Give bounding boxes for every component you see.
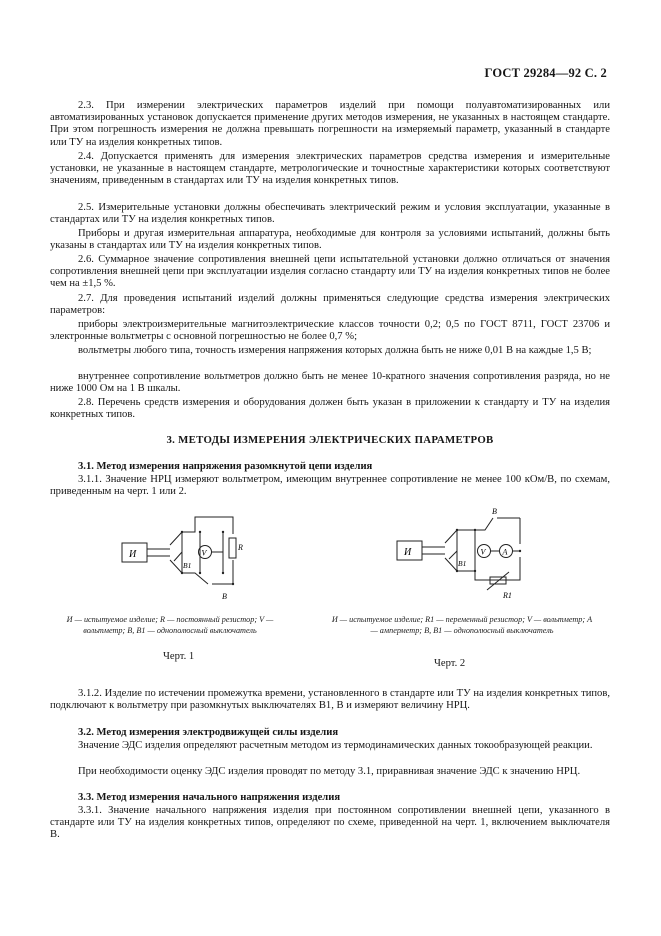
paragraph-3-1-1: 3.1.1. Значение НРЦ измеряют вольтметром, имеющим внутреннее сопротивление не менее 100 кОм/В, по схемам, приведенным на черт. 1 или 2.: [50, 474, 610, 498]
fig2-label-device: И: [404, 547, 412, 558]
paragraph-2-4: 2.4. Допускается применять для измерения электрических параметров средства измерения и измерительные установки, не указанные в настоящем стандарте, метрологические и точностные характеристики которых соответствуют значениям, приведенным в стандартах или ТУ на изделия конкретных типов.: [50, 151, 610, 187]
figure-1-label: Черт. 1: [163, 651, 195, 662]
paragraph-3-2-calc: Значение ЭДС изделия определяют расчетным методом из термодинамических данных токообразующей реакции.: [78, 740, 593, 751]
fig2-label-ammeter: A: [502, 547, 508, 557]
paragraph-2-8: 2.8. Перечень средств измерения и оборудования должен быть указан в приложении к стандарту и ТУ на изделия конкретных типов.: [50, 397, 610, 421]
figure-2-circuit: [395, 508, 545, 608]
page-header: ГОСТ 29284—92 С. 2: [484, 66, 607, 80]
heading-3-1: 3.1. Метод измерения напряжения разомкнутой цепи изделия: [78, 461, 373, 472]
paragraph-2-3: 2.3. При измерении электрических параметров изделий при помощи полуавтоматизированных или автоматизированных установок допускается применение других методов измерения, не указанных в настоящем стандарте. При этом погрешность измерения не должна превышать погрешности на измеряемый параметр, указанный в стандарте или ТУ на изделия конкретных типов.: [50, 100, 610, 148]
fig1-label-switch-b: В: [222, 592, 227, 601]
fig1-label-resistor: R: [238, 543, 243, 552]
paragraph-3-2-estimate: При необходимости оценку ЭДС изделия проводят по методу 3.1, приравнивая значение ЭДС к значению НРЦ.: [78, 766, 581, 777]
fig2-label-voltmeter: V: [480, 547, 486, 557]
paragraph-2-7-instruments: приборы электроизмерительные магнитоэлектрические классов точности 0,2; 0,5 по ГОСТ 8711, ГОСТ 23706 и электронные вольтметры с основной погрешностью не более 0,7 %;: [50, 319, 610, 343]
paragraph-2-7-voltmeters: вольтметры любого типа, точность измерения напряжения которых должна быть не ниже 0,01 В на каждые 1,5 В;: [78, 345, 592, 356]
heading-3-3: 3.3. Метод измерения начального напряжения изделия: [78, 792, 341, 803]
fig1-label-voltmeter: V: [201, 548, 207, 558]
figure-1-caption: И — испытуемое изделие; R — постоянный резистор; V — вольтметр; В, В1 — однополюсный выключатель: [66, 615, 274, 635]
section-3-title: 3. МЕТОДЫ ИЗМЕРЕНИЯ ЭЛЕКТРИЧЕСКИХ ПАРАМЕТРОВ: [166, 434, 494, 446]
paragraph-2-5-devices: Приборы и другая измерительная аппаратура, необходимые для контроля за условиями испытаний, должны быть указаны в стандартах или ТУ на изделия конкретных типов.: [50, 228, 610, 252]
paragraph-2-7: 2.7. Для проведения испытаний изделий должны применяться следующие средства измерения электрических параметров:: [50, 293, 610, 317]
fig1-label-device: И: [129, 549, 137, 560]
fig2-label-resistor: R1: [503, 591, 512, 600]
fig2-label-switch-b: В: [492, 507, 497, 516]
fig2-label-switch-b1: В1: [458, 559, 467, 568]
paragraph-2-5: 2.5. Измерительные установки должны обеспечивать электрический режим и условия эксплуатации, указанные в стандартах или ТУ на изделия конкретных типов.: [50, 202, 610, 226]
paragraph-2-7-resistance: внутреннее сопротивление вольтметров должно быть не менее 10-кратного значения сопротивления разряда, но не ниже 1000 Ом на 1 В шкалы.: [50, 371, 610, 395]
fig1-label-switch-b1: В1: [183, 561, 192, 570]
paragraph-3-1-2: 3.1.2. Изделие по истечении промежутка времени, установленного в стандарте или ТУ на изделия конкретных типов, подключают к вольтметру при разомкнутых выключателях В1, В и измеряют величину НРЦ.: [50, 688, 610, 712]
figure-2-caption: И — испытуемое изделие; R1 — переменный резистор; V — вольтметр; А — амперметр; В, В1 — однополюсный выключатель: [331, 615, 593, 635]
paragraph-2-6: 2.6. Суммарное значение сопротивления внешней цепи испытательной установки должно отличаться от значения сопротивления внешней цепи при эксплуатации изделия согласно стандарту или ТУ на изделия конкретных типов не более чем на ±1,5 %.: [50, 254, 610, 290]
figure-1-circuit: [110, 512, 260, 607]
figure-2-label: Черт. 2: [434, 658, 466, 669]
paragraph-3-3-1: 3.3.1. Значение начального напряжения изделия при постоянном сопротивлении внешней цепи, указанного в стандарте или ТУ на изделия конкретных типов, определяют по схеме, приведенной на черт. 1, включением выключателя В.: [50, 805, 610, 841]
heading-3-2: 3.2. Метод измерения электродвижущей силы изделия: [78, 727, 339, 738]
fig1-resistor: [229, 538, 236, 558]
